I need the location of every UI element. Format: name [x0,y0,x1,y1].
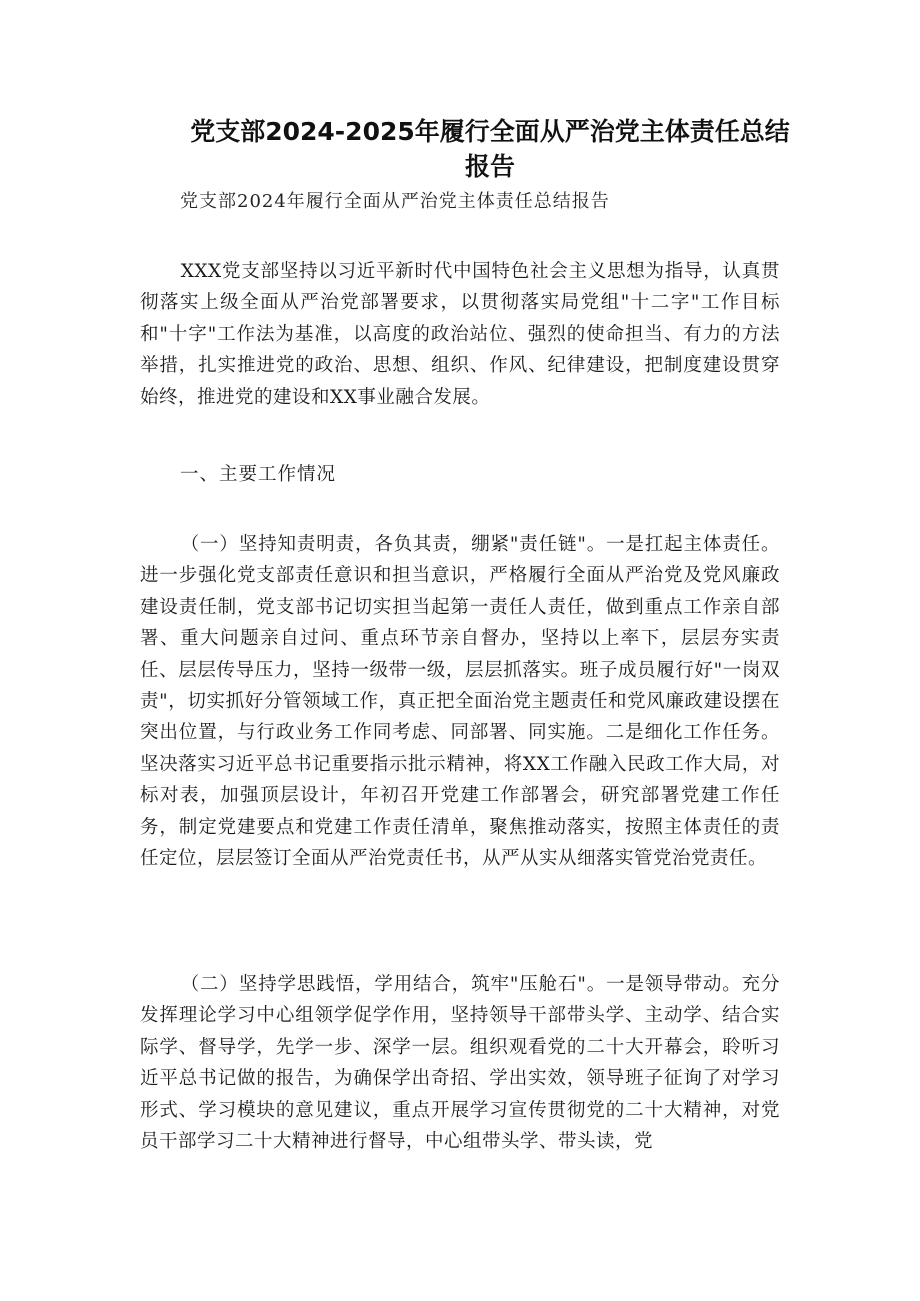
document-subtitle: 党支部2024年履行全面从严治党主体责任总结报告 [180,191,610,212]
section-heading: 一、主要工作情况 [180,464,337,485]
section-paragraph-2: （二）坚持学思践悟，学用结合，筑牢"压舱石"。一是领导带动。充分发挥理论学习中心组领学促学作用，坚持领导干部带头学、主动学、结合实际学、督导学，先学一步、深学一层。组织观看党的二十大开幕会，聆听习近平总书记做的报告，为确保学出奇招、学出实效，领导班子征询了对学习形式、学习模块的意见建议，重点开展学习宣传贯彻党的二十大精神，对党员干部学习二十大精神进行督导，中心组带头学、带头读，党 [140,974,780,1153]
section-paragraph-1: （一）坚持知责明责，各负其责，绷紧"责任链"。一是扛起主体责任。进一步强化党支部责任意识和担当意识，严格履行全面从严治党及党风廉政建设责任制，党支部书记切实担当起第一责任人责任，做到重点工作亲自部署、重大问题亲自过问、重点环节亲自督办，坚持以上率下，层层夯实责任、层层传导压力，坚持一级带一级，层层抓落实。班子成员履行好"一岗双责"，切实抓好分管领域工作，真正把全面治党主题责任和党风廉政建设摆在突出位置，与行政业务工作同考虑、同部署、同实施。二是细化工作任务。坚决落实习近平总书记重要指示批示精神，将XX工作融入民政工作大局，对标对表，加强顶层设计，年初召开党建工作部署会，研究部署党建工作任务，制定党建要点和党建工作责任清单，聚焦推动落实，按照主体责任的责任定位，层层签订全面从严治党责任书，从严从实从细落实管党治党责任。 [140,534,780,870]
intro-paragraph: XXX党支部坚持以习近平新时代中国特色社会主义思想为指导，认真贯彻落实上级全面从严治党部署要求，以贯彻落实局党组"十二字"工作目标和"十字"工作法为基准，以高度的政治站位、强烈的使命担当、有力的方法举措，扎实推进党的政治、思想、组织、作风、纪律建设，把制度建设贯穿始终，推进党的建设和XX事业融合发展。 [140,261,780,408]
document-title: 党支部2024-2025年履行全面从严治党主体责任总结报告 [190,117,790,181]
